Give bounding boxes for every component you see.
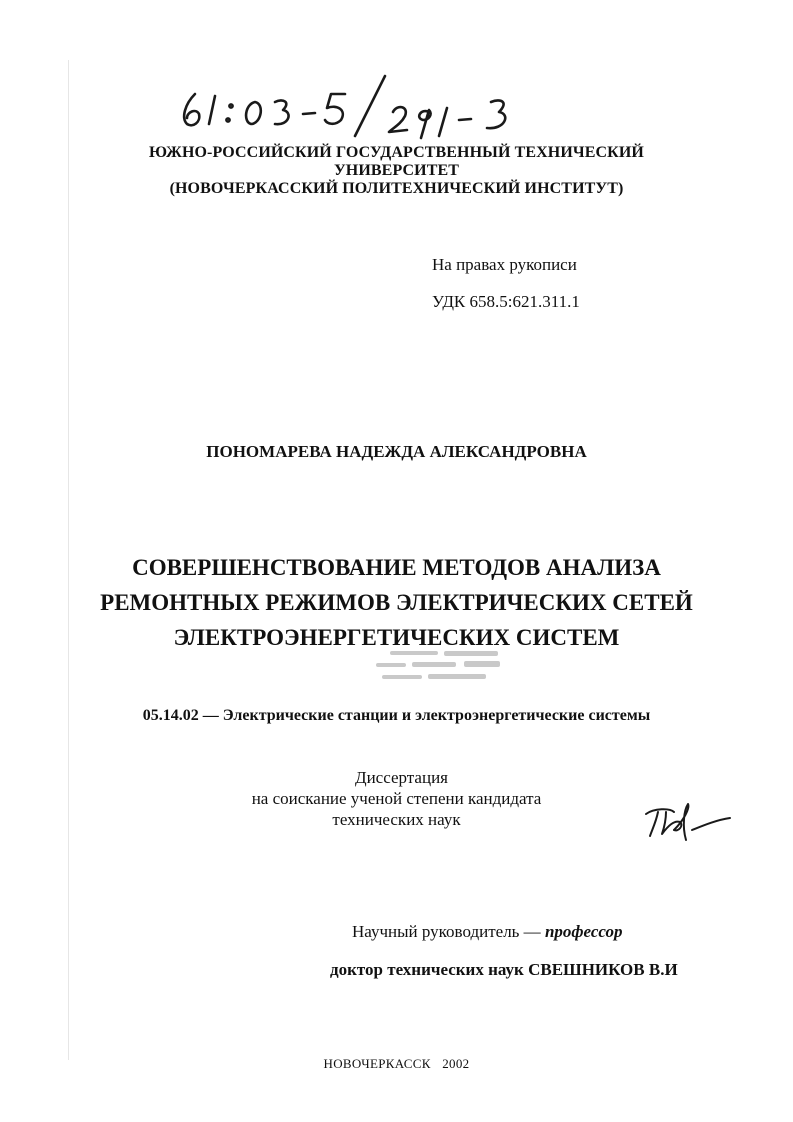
archive-number-handwritten — [175, 72, 535, 152]
university-line-2: УНИВЕРСИТЕТ — [333, 162, 460, 179]
university-line-3: (НОВОЧЕРКАССКИЙ ПОЛИТЕХНИЧЕСКИЙ ИНСТИТУТ) — [169, 180, 624, 197]
signature-drawing — [640, 800, 735, 845]
footer-year: 2002 — [442, 1056, 470, 1071]
handwritten-signature — [640, 800, 735, 845]
degree-line-3: технических наук — [332, 810, 461, 829]
title-line-1: СОВЕРШЕНСТВОВАНИЕ МЕТОДОВ АНАЛИЗА — [132, 555, 661, 580]
archive-number-drawing — [175, 72, 535, 152]
degree-line-2: на соискание ученой степени кандидата — [251, 789, 542, 808]
supervisor-name: доктор технических наук СВЕШНИКОВ В.И — [330, 960, 678, 979]
udk-code: УДК 658.5:621.311.1 — [432, 292, 580, 311]
degree-line-1: Диссертация — [354, 768, 448, 787]
place-and-year — [0, 1056, 793, 1072]
dissertation-title — [0, 550, 793, 655]
author-name: ПОНОМАРЕВА НАДЕЖДА АЛЕКСАНДРОВНА — [206, 442, 587, 461]
university-name — [0, 144, 793, 198]
faded-stamp — [372, 645, 522, 685]
title-line-2: РЕМОНТНЫХ РЕЖИМОВ ЭЛЕКТРИЧЕСКИХ СЕТЕЙ — [100, 590, 693, 615]
specialty-code: 05.14.02 — Электрические станции и электроэнергетические системы — [142, 707, 651, 724]
title-line-3: ЭЛЕКТРОЭНЕРГЕТИЧЕСКИХ СИСТЕМ — [173, 625, 620, 650]
supervisor-role-label: Научный руководитель — — [352, 922, 541, 941]
manuscript-rights: На правах рукописи — [432, 255, 577, 274]
university-line-1: ЮЖНО-РОССИЙСКИЙ ГОСУДАРСТВЕННЫЙ ТЕХНИЧЕСКИЙ — [149, 144, 644, 161]
supervisor-role — [352, 922, 623, 942]
faded-stamp-drawing — [372, 645, 522, 685]
supervisor-rank: профессор — [544, 922, 623, 941]
footer-city: НОВОЧЕРКАССК — [323, 1056, 431, 1071]
